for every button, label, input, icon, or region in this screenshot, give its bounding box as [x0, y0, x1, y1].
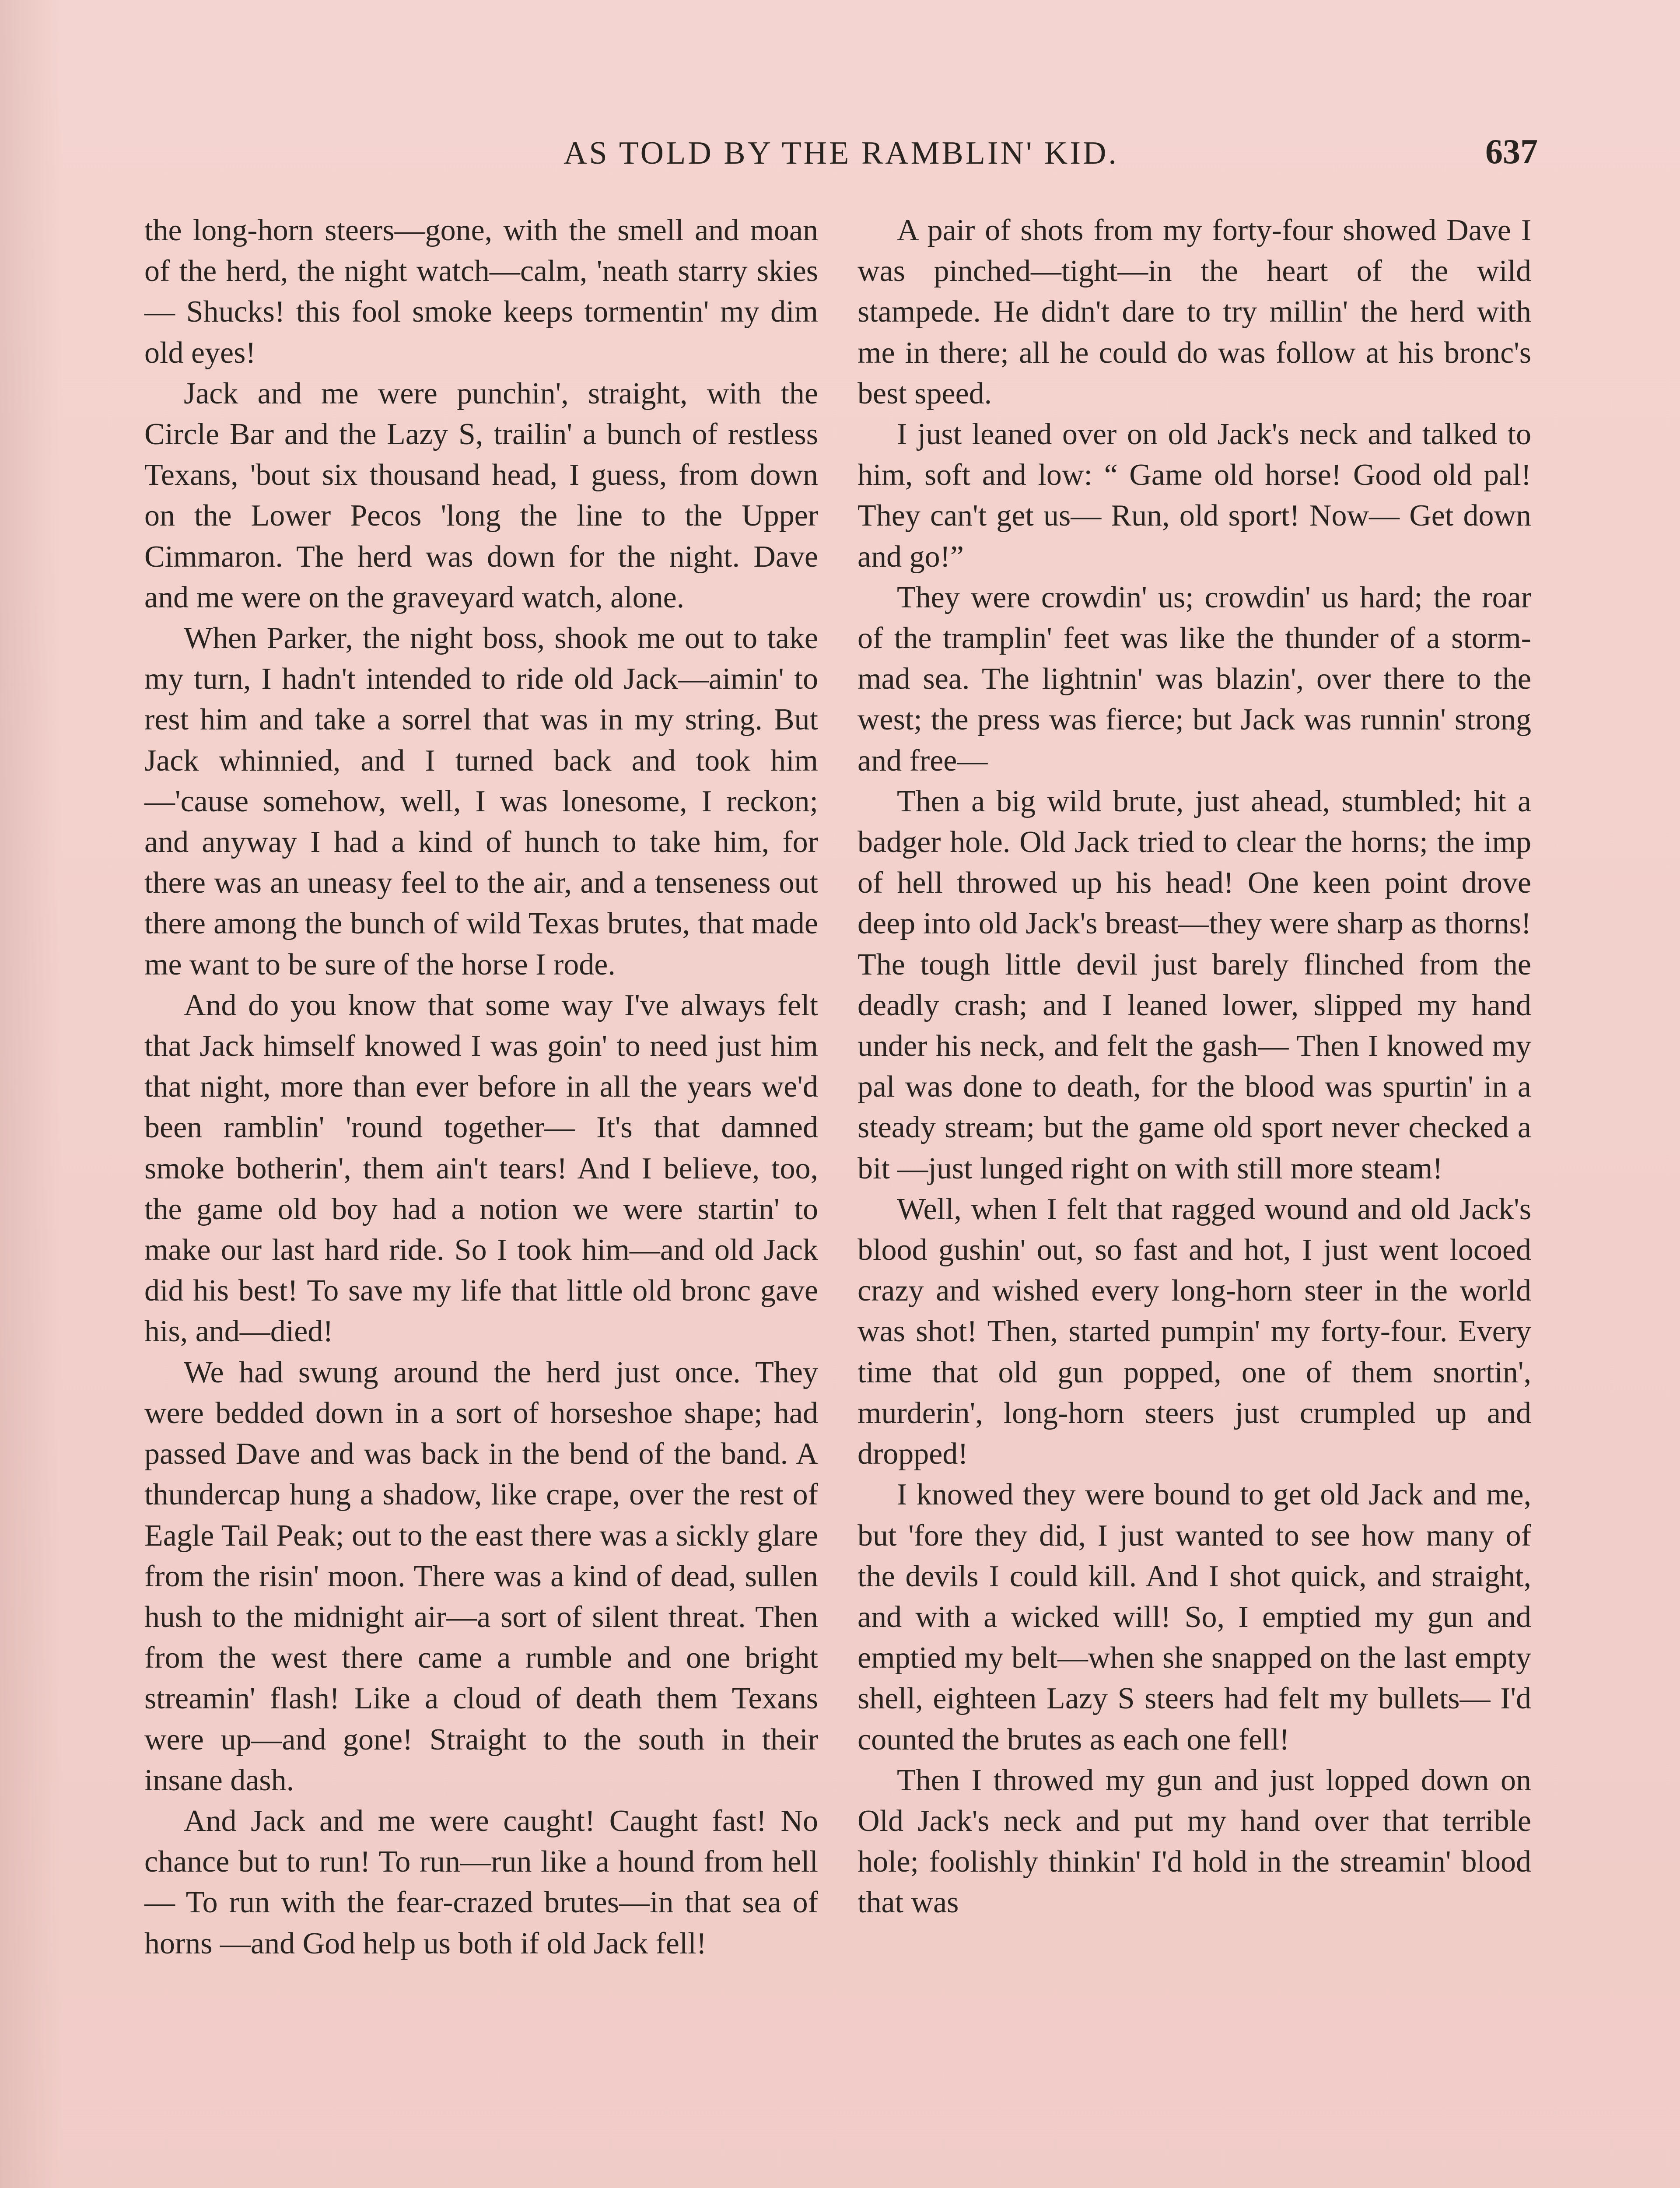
left-column	[144, 210, 818, 1964]
paragraph: Well, when I felt that ragged wound and old Jack's blood gushin' out, so fast and hot, I just went locoed crazy and wished every long-horn steer in the world was shot! Then, started pumpin' my forty-four. Every time that old gun popped, one of them snortin', murderin', long-horn steers just crumpled up and dropped!	[858, 1192, 1531, 1471]
paragraph: I knowed they were bound to get old Jack and me, but 'fore they did, I just wanted to see how many of the devils I could kill. And I shot quick, and straight, and with a wicked will! So, I emptied my gun and emptied my belt—when she snapped on the last empty shell, eighteen Lazy S steers had felt my bullets— I'd counted the brutes as each one fell!	[858, 1478, 1531, 1757]
right-column	[858, 210, 1531, 1923]
paragraph: Then a big wild brute, just ahead, stumbled; hit a badger hole. Old Jack tried to clear the horns; the imp of hell throwed up his head! One keen point drove deep into old Jack's breast—they were sharp as thorns! The tough little devil just barely flinched from the deadly crash; and I leaned lower, slipped my hand under his neck, and felt the gash— Then I knowed my pal was done to death, for the blood was spurtin' in a steady stream; but the game old sport never checked a bit —just lunged right on with still more steam!	[858, 784, 1531, 1185]
paragraph: Then I throwed my gun and just lopped down on Old Jack's neck and put my hand over that terrible hole; foolishly thinkin' I'd hold in the streamin' blood that was	[858, 1763, 1531, 1920]
paragraph: We had swung around the herd just once. They were bedded down in a sort of horseshoe shape; had passed Dave and was back in the bend of the band. A thundercap hung a shadow, like crape, over the rest of Eagle Tail Peak; out to the east there was a sickly glare from the risin' moon. There was a kind of dead, sullen hush to the midnight air—a sort of silent threat. Then from the west there came a rumble and one bright streamin' flash! Like a cloud of death them Texans were up—and gone! Straight to the south in their insane dash.	[144, 1355, 818, 1797]
paragraph: Jack and me were punchin', straight, with the Circle Bar and the Lazy S, trailin' a bunch of restless Texans, 'bout six thousand head, I guess, from down on the Lower Pecos 'long the line to the Upper Cimmaron. The herd was down for the night. Dave and me were on the graveyard watch, alone.	[144, 376, 818, 614]
paragraph: the long-horn steers—gone, with the smell and moan of the herd, the night watch—calm, 'neath starry skies— Shucks! this fool smoke keeps tormentin' my dim old eyes!	[144, 214, 818, 370]
page-number: 637	[1485, 133, 1538, 171]
paragraph: And do you know that some way I've always felt that Jack himself knowed I was goin' to need just him that night, more than ever before in all the years we'd been ramblin' 'round together— It's that damned smoke botherin', them ain't tears! And I believe, too, the game old boy had a notion we were startin' to make our last hard ride. So I took him—and old Jack did his best! To save my life that little old bronc gave his, and—died!	[144, 988, 818, 1349]
paragraph: And Jack and me were caught! Caught fast! No chance but to run! To run—run like a hound from hell— To run with the fear-crazed brutes—in that sea of horns —and God help us both if old Jack fell!	[144, 1804, 818, 1960]
paragraph: They were crowdin' us; crowdin' us hard; the roar of the tramplin' feet was like the thunder of a storm-mad sea. The lightnin' was blazin', over there to the west; the press was fierce; but Jack was runnin' strong and free—	[858, 580, 1531, 778]
page-binding-edge	[0, 0, 61, 2188]
running-head: AS TOLD BY THE RAMBLIN' KID.	[564, 135, 1119, 171]
page-header	[144, 130, 1538, 178]
paragraph: When Parker, the night boss, shook me out to take my turn, I hadn't intended to ride old Jack—aimin' to rest him and take a sorrel that was in my string. But Jack whinnied, and I turned back and took him —'cause somehow, well, I was lonesome, I reckon; and anyway I had a kind of hunch to take him, for there was an uneasy feel to the air, and a tenseness out there among the bunch of wild Texas brutes, that made me want to be sure of the horse I rode.	[144, 621, 818, 982]
paragraph: I just leaned over on old Jack's neck and talked to him, soft and low: “ Game old horse! Good old pal! They can't get us— Run, old sport! Now— Get down and go!”	[858, 417, 1531, 574]
paragraph: A pair of shots from my forty-four showed Dave I was pinched—tight—in the heart of the wild stampede. He didn't dare to try millin' the herd with me in there; all he could do was follow at his bronc's best speed.	[858, 214, 1531, 410]
